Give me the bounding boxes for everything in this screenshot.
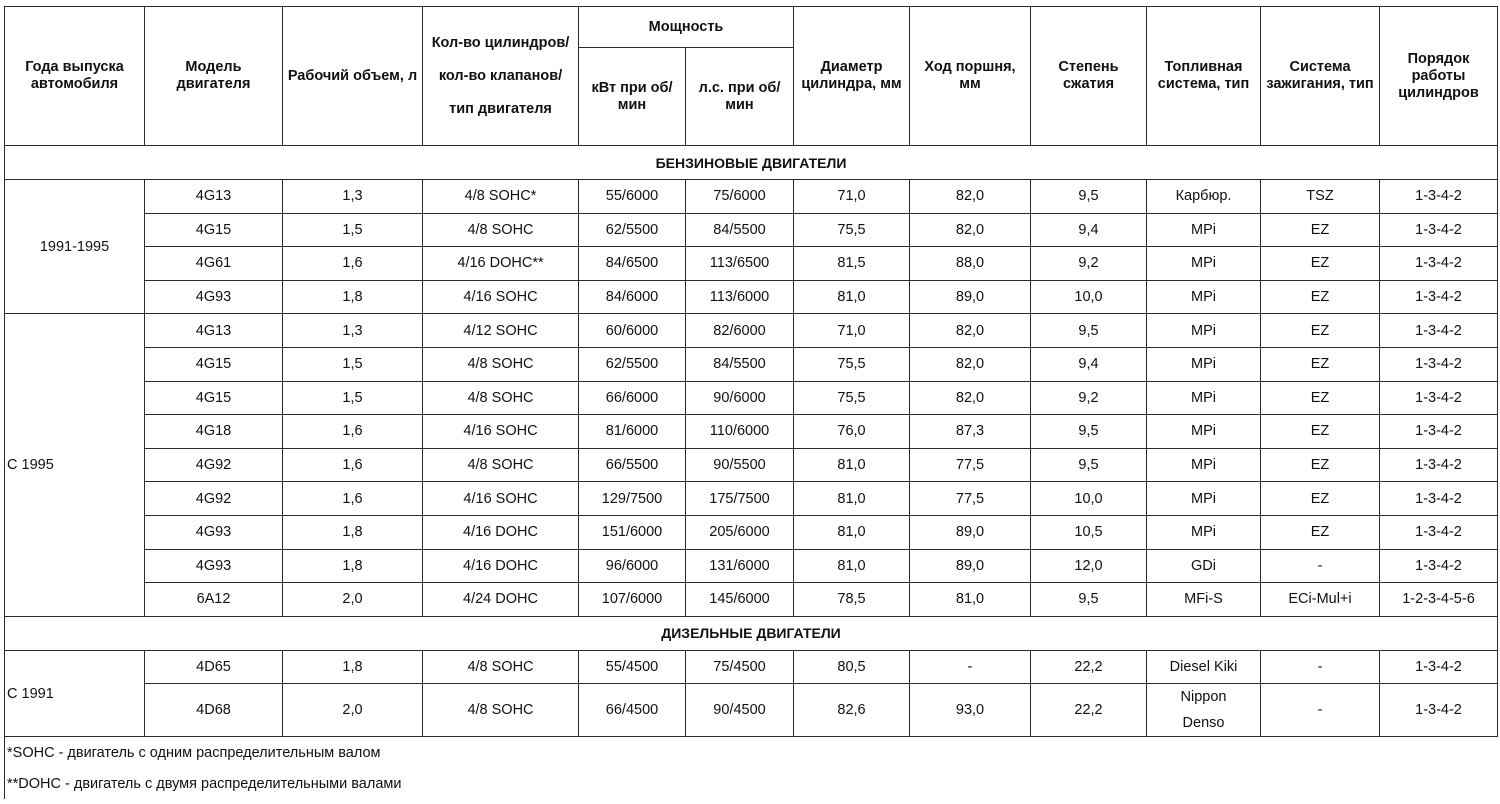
- table-cell: 9,5: [1031, 180, 1147, 214]
- table-cell: 1,5: [283, 381, 423, 415]
- table-cell: 9,4: [1031, 347, 1147, 381]
- table-row: [5, 415, 1498, 449]
- table-row: [5, 515, 1498, 549]
- table-cell: 9,2: [1031, 381, 1147, 415]
- table-cell: 71,0: [794, 180, 910, 214]
- table-cell: 4G92: [145, 482, 283, 516]
- table-cell: MPi: [1147, 347, 1261, 381]
- table-cell: 1-3-4-2: [1380, 180, 1498, 214]
- table-cell: 96/6000: [579, 549, 686, 583]
- table-cell: 4/16 DOHC**: [423, 247, 579, 281]
- table-cell: 1,8: [283, 650, 423, 684]
- table-cell: 10,0: [1031, 482, 1147, 516]
- table-cell: 55/4500: [579, 650, 686, 684]
- table-cell: 66/4500: [579, 684, 686, 737]
- table-body: [5, 146, 1498, 800]
- table-cell: 82,0: [910, 213, 1031, 247]
- table-cell: 90/4500: [686, 684, 794, 737]
- table-cell: 4/12 SOHC: [423, 314, 579, 348]
- table-cell: 1,8: [283, 280, 423, 314]
- table-cell: EZ: [1261, 314, 1380, 348]
- table-cell: EZ: [1261, 381, 1380, 415]
- header-cylinders-line1: Кол-во цилиндров/: [431, 34, 570, 51]
- table-cell: Diesel Kiki: [1147, 650, 1261, 684]
- section-petrol: БЕНЗИНОВЫЕ ДВИГАТЕЛИ: [5, 146, 1498, 180]
- table-cell: 4G15: [145, 347, 283, 381]
- table-cell: 9,5: [1031, 314, 1147, 348]
- table-cell: Карбюр.: [1147, 180, 1261, 214]
- table-cell: MPi: [1147, 448, 1261, 482]
- table-header: [5, 7, 1498, 146]
- table-cell: 4/8 SOHC: [423, 448, 579, 482]
- table-row: [5, 280, 1498, 314]
- table-cell: MPi: [1147, 515, 1261, 549]
- table-cell: 84/5500: [686, 347, 794, 381]
- header-year: Года выпуска автомобиля: [5, 7, 145, 146]
- header-cylinders: [423, 7, 579, 146]
- table-cell: MPi: [1147, 381, 1261, 415]
- table-cell: 1-3-4-2: [1380, 515, 1498, 549]
- table-cell: 88,0: [910, 247, 1031, 281]
- table-cell: 151/6000: [579, 515, 686, 549]
- table-cell: EZ: [1261, 280, 1380, 314]
- table-cell: 1,3: [283, 180, 423, 214]
- table-cell: EZ: [1261, 347, 1380, 381]
- table-cell: 1,6: [283, 482, 423, 516]
- table-cell: 1-3-4-2: [1380, 415, 1498, 449]
- table-cell: 81,0: [794, 448, 910, 482]
- table-cell: 81,0: [794, 515, 910, 549]
- header-ignition: Система зажигания, тип: [1261, 7, 1380, 146]
- table-cell: MPi: [1147, 247, 1261, 281]
- table-cell: MPi: [1147, 482, 1261, 516]
- table-cell: 4G93: [145, 515, 283, 549]
- table-cell: 77,5: [910, 482, 1031, 516]
- table-cell: 2,0: [283, 684, 423, 737]
- table-row: [5, 381, 1498, 415]
- header-cylinders-line3: тип двигателя: [449, 100, 552, 117]
- table-cell: 1-3-4-2: [1380, 213, 1498, 247]
- table-cell: 81,0: [794, 280, 910, 314]
- table-cell: 75/4500: [686, 650, 794, 684]
- table-cell: 1,6: [283, 415, 423, 449]
- table-cell: 62/5500: [579, 213, 686, 247]
- table-cell: 145/6000: [686, 583, 794, 617]
- table-cell: -: [910, 650, 1031, 684]
- year-cell: С 1995: [5, 314, 145, 616]
- table-cell: 1-3-4-2: [1380, 650, 1498, 684]
- header-cylinders-line2: кол-во клапанов/: [438, 67, 563, 84]
- table-cell: -: [1261, 549, 1380, 583]
- table-cell: 71,0: [794, 314, 910, 348]
- table-cell: 131/6000: [686, 549, 794, 583]
- table-cell: 4G18: [145, 415, 283, 449]
- table-cell: 4/8 SOHC: [423, 381, 579, 415]
- table-cell: 22,2: [1031, 650, 1147, 684]
- table-cell: 1,8: [283, 549, 423, 583]
- header-power: Мощность: [579, 7, 794, 48]
- table-row: [5, 684, 1498, 737]
- table-cell: 55/6000: [579, 180, 686, 214]
- table-cell: 84/5500: [686, 213, 794, 247]
- table-row: [5, 583, 1498, 617]
- table-cell: 1-3-4-2: [1380, 247, 1498, 281]
- section-diesel: ДИЗЕЛЬНЫЕ ДВИГАТЕЛИ: [5, 616, 1498, 650]
- table-cell: 82,0: [910, 314, 1031, 348]
- header-volume: Рабочий объем, л: [283, 7, 423, 146]
- table-cell: 60/6000: [579, 314, 686, 348]
- table-cell: GDi: [1147, 549, 1261, 583]
- table-cell: 82,0: [910, 180, 1031, 214]
- table-cell: 81,0: [910, 583, 1031, 617]
- table-cell: Nippon Denso: [1147, 684, 1261, 737]
- table-row: [5, 482, 1498, 516]
- table-cell: 10,5: [1031, 515, 1147, 549]
- table-cell: MFi-S: [1147, 583, 1261, 617]
- table-cell: 82/6000: [686, 314, 794, 348]
- table-cell: 62/5500: [579, 347, 686, 381]
- table-cell: 1-3-4-2: [1380, 684, 1498, 737]
- table-cell: 175/7500: [686, 482, 794, 516]
- table-cell: 81,5: [794, 247, 910, 281]
- table-cell: 12,0: [1031, 549, 1147, 583]
- table-cell: 4G13: [145, 314, 283, 348]
- table-row: [5, 180, 1498, 214]
- year-cell: С 1991: [5, 650, 145, 737]
- table-cell: MPi: [1147, 314, 1261, 348]
- table-cell: -: [1261, 650, 1380, 684]
- year-cell: 1991-1995: [5, 180, 145, 314]
- table-cell: 4/8 SOHC: [423, 213, 579, 247]
- table-cell: 4/8 SOHC: [423, 650, 579, 684]
- table-cell: 4G61: [145, 247, 283, 281]
- table-cell: 4/16 DOHC: [423, 515, 579, 549]
- table-cell: 4G15: [145, 381, 283, 415]
- table-cell: MPi: [1147, 415, 1261, 449]
- table-cell: 4/24 DOHC: [423, 583, 579, 617]
- table-cell: EZ: [1261, 247, 1380, 281]
- table-cell: 1-3-4-2: [1380, 314, 1498, 348]
- table-cell: 1,6: [283, 247, 423, 281]
- footnote: *SOHC - двигатель с одним распределительным валом: [5, 737, 1498, 769]
- table-cell: 9,4: [1031, 213, 1147, 247]
- table-cell: 129/7500: [579, 482, 686, 516]
- header-bore: Диаметр цилиндра, мм: [794, 7, 910, 146]
- table-cell: 81/6000: [579, 415, 686, 449]
- table-cell: 76,0: [794, 415, 910, 449]
- table-cell: 1-2-3-4-5-6: [1380, 583, 1498, 617]
- table-cell: 89,0: [910, 280, 1031, 314]
- header-order: Порядок работы цилиндров: [1380, 7, 1498, 146]
- table-cell: 1-3-4-2: [1380, 549, 1498, 583]
- table-cell: 4G13: [145, 180, 283, 214]
- table-cell: 4G15: [145, 213, 283, 247]
- table-cell: 4/16 SOHC: [423, 482, 579, 516]
- footnote: **DOHC - двигатель с двумя распределительными валами: [5, 768, 1498, 799]
- table-cell: 9,5: [1031, 415, 1147, 449]
- table-cell: 9,2: [1031, 247, 1147, 281]
- table-cell: 1,8: [283, 515, 423, 549]
- table-cell: EZ: [1261, 482, 1380, 516]
- table-cell: 82,6: [794, 684, 910, 737]
- table-cell: 90/5500: [686, 448, 794, 482]
- table-cell: 82,0: [910, 347, 1031, 381]
- table-cell: 90/6000: [686, 381, 794, 415]
- table-cell: 4G93: [145, 549, 283, 583]
- table-cell: 4/16 SOHC: [423, 280, 579, 314]
- table-cell: 4/16 DOHC: [423, 549, 579, 583]
- table-cell: 75,5: [794, 347, 910, 381]
- table-cell: 22,2: [1031, 684, 1147, 737]
- table-cell: 66/5500: [579, 448, 686, 482]
- table-cell: 4/16 SOHC: [423, 415, 579, 449]
- table-cell: TSZ: [1261, 180, 1380, 214]
- table-row: [5, 549, 1498, 583]
- table-cell: 4/8 SOHC: [423, 347, 579, 381]
- table-cell: 113/6500: [686, 247, 794, 281]
- header-power-hp: л.с. при об/мин: [686, 48, 794, 146]
- table-cell: 75/6000: [686, 180, 794, 214]
- table-cell: 4G93: [145, 280, 283, 314]
- table-cell: 6A12: [145, 583, 283, 617]
- table-row: [5, 650, 1498, 684]
- header-compression: Степень сжатия: [1031, 7, 1147, 146]
- table-cell: 89,0: [910, 549, 1031, 583]
- table-cell: 75,5: [794, 213, 910, 247]
- table-cell: 10,0: [1031, 280, 1147, 314]
- table-cell: 2,0: [283, 583, 423, 617]
- table-cell: 84/6500: [579, 247, 686, 281]
- table-cell: 93,0: [910, 684, 1031, 737]
- table-cell: 1-3-4-2: [1380, 448, 1498, 482]
- table-cell: 1-3-4-2: [1380, 381, 1498, 415]
- table-cell: 1,5: [283, 213, 423, 247]
- table-cell: EZ: [1261, 415, 1380, 449]
- table-cell: 87,3: [910, 415, 1031, 449]
- table-cell: EZ: [1261, 213, 1380, 247]
- table-cell: MPi: [1147, 213, 1261, 247]
- table-cell: 1-3-4-2: [1380, 482, 1498, 516]
- table-cell: 113/6000: [686, 280, 794, 314]
- table-cell: 81,0: [794, 549, 910, 583]
- table-cell: 78,5: [794, 583, 910, 617]
- header-fuel: Топливная система, тип: [1147, 7, 1261, 146]
- table-cell: 89,0: [910, 515, 1031, 549]
- table-cell: 82,0: [910, 381, 1031, 415]
- table-row: [5, 448, 1498, 482]
- table-cell: 4/8 SOHC: [423, 684, 579, 737]
- table-cell: 1,5: [283, 347, 423, 381]
- table-row: [5, 314, 1498, 348]
- header-stroke: Ход поршня, мм: [910, 7, 1031, 146]
- table-cell: -: [1261, 684, 1380, 737]
- header-model: Модель двигателя: [145, 7, 283, 146]
- table-cell: 110/6000: [686, 415, 794, 449]
- table-row: [5, 347, 1498, 381]
- table-row: [5, 213, 1498, 247]
- engine-spec-table: [4, 6, 1498, 799]
- table-cell: 80,5: [794, 650, 910, 684]
- table-cell: 205/6000: [686, 515, 794, 549]
- table-cell: 9,5: [1031, 583, 1147, 617]
- table-cell: 9,5: [1031, 448, 1147, 482]
- table-cell: 4D68: [145, 684, 283, 737]
- table-cell: 4G92: [145, 448, 283, 482]
- table-cell: EZ: [1261, 515, 1380, 549]
- table-cell: MPi: [1147, 280, 1261, 314]
- table-cell: 75,5: [794, 381, 910, 415]
- header-power-kw: кВт при об/мин: [579, 48, 686, 146]
- table-cell: 81,0: [794, 482, 910, 516]
- table-row: [5, 247, 1498, 281]
- table-cell: 84/6000: [579, 280, 686, 314]
- table-cell: 77,5: [910, 448, 1031, 482]
- table-cell: 4/8 SOHC*: [423, 180, 579, 214]
- table-cell: 1,3: [283, 314, 423, 348]
- table-cell: 1-3-4-2: [1380, 347, 1498, 381]
- table-cell: 4D65: [145, 650, 283, 684]
- table-cell: 107/6000: [579, 583, 686, 617]
- table-cell: 1-3-4-2: [1380, 280, 1498, 314]
- table-cell: ECi-Mul+i: [1261, 583, 1380, 617]
- table-cell: EZ: [1261, 448, 1380, 482]
- table-cell: 1,6: [283, 448, 423, 482]
- table-cell: 66/6000: [579, 381, 686, 415]
